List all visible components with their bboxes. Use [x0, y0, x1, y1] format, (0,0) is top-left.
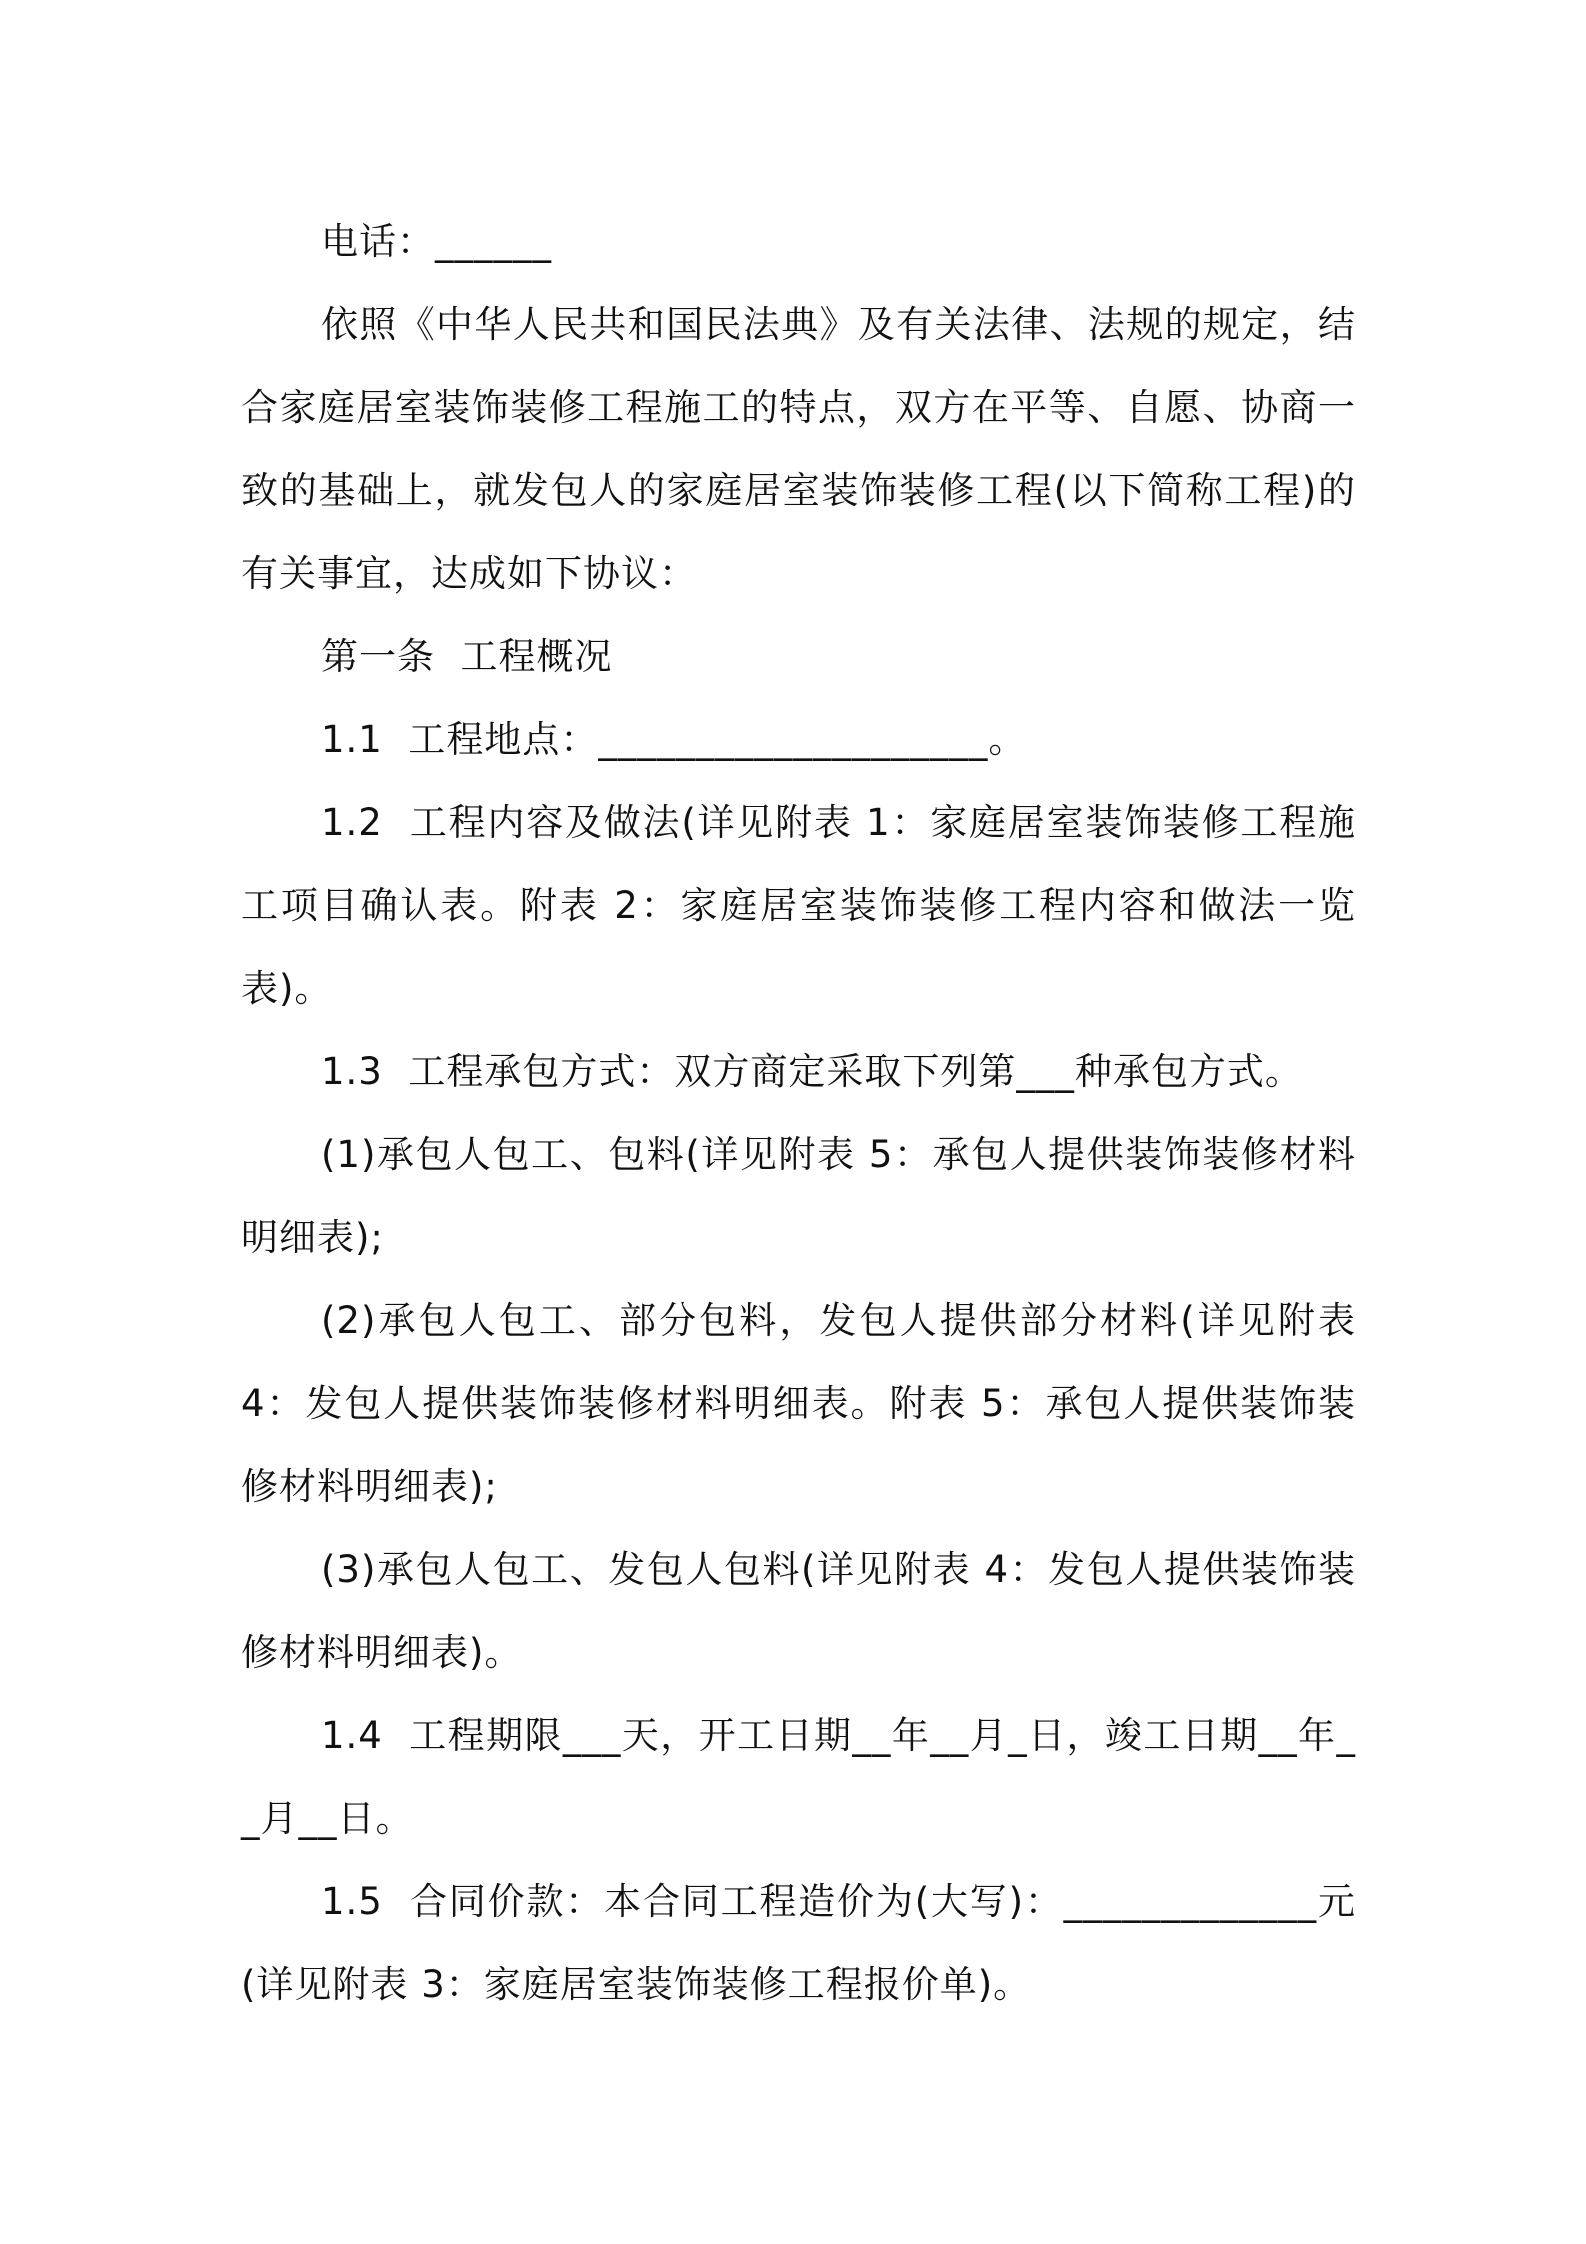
clause-1-5: 1.5 合同价款：本合同工程造价为(大写)：_____________元(详见附表 3：家庭居室装饰装修工程报价单)。: [241, 1880, 1356, 2006]
document-body: [241, 200, 1369, 2026]
clause-1-4: 1.4 工程期限___天，开工日期__年__月_日，竣工日期__年__月__日。: [241, 1714, 1356, 1840]
article-heading: 第一条 工程概况: [321, 635, 613, 678]
clause-1-1: 1.1 工程地点：____________________。: [321, 718, 1027, 761]
option-1: (1)承包人包工、包料(详见附表 5：承包人提供装饰装修材料明细表);: [241, 1133, 1356, 1259]
preamble-paragraph: 依照《中华人民共和国民法典》及有关法律、法规的规定，结合家庭居室装饰装修工程施工的特点，双方在平等、自愿、协商一致的基础上，就发包人的家庭居室装饰装修工程(以下简称工程)的有关事宜，达成如下协议：: [241, 303, 1356, 595]
option-3: (3)承包人包工、发包人包料(详见附表 4：发包人提供装饰装修材料明细表)。: [241, 1548, 1356, 1674]
phone-line: 电话：______: [321, 220, 552, 263]
clause-1-2: 1.2 工程内容及做法(详见附表 1：家庭居室装饰装修工程施工项目确认表。附表 2：家庭居室装饰装修工程内容和做法一览表)。: [241, 801, 1356, 1010]
option-2: (2)承包人包工、部分包料，发包人提供部分材料(详见附表 4：发包人提供装饰装修材料明细表。附表 5：承包人提供装饰装修材料明细表);: [241, 1299, 1369, 1508]
clause-1-3: 1.3 工程承包方式：双方商定采取下列第___种承包方式。: [321, 1050, 1303, 1093]
